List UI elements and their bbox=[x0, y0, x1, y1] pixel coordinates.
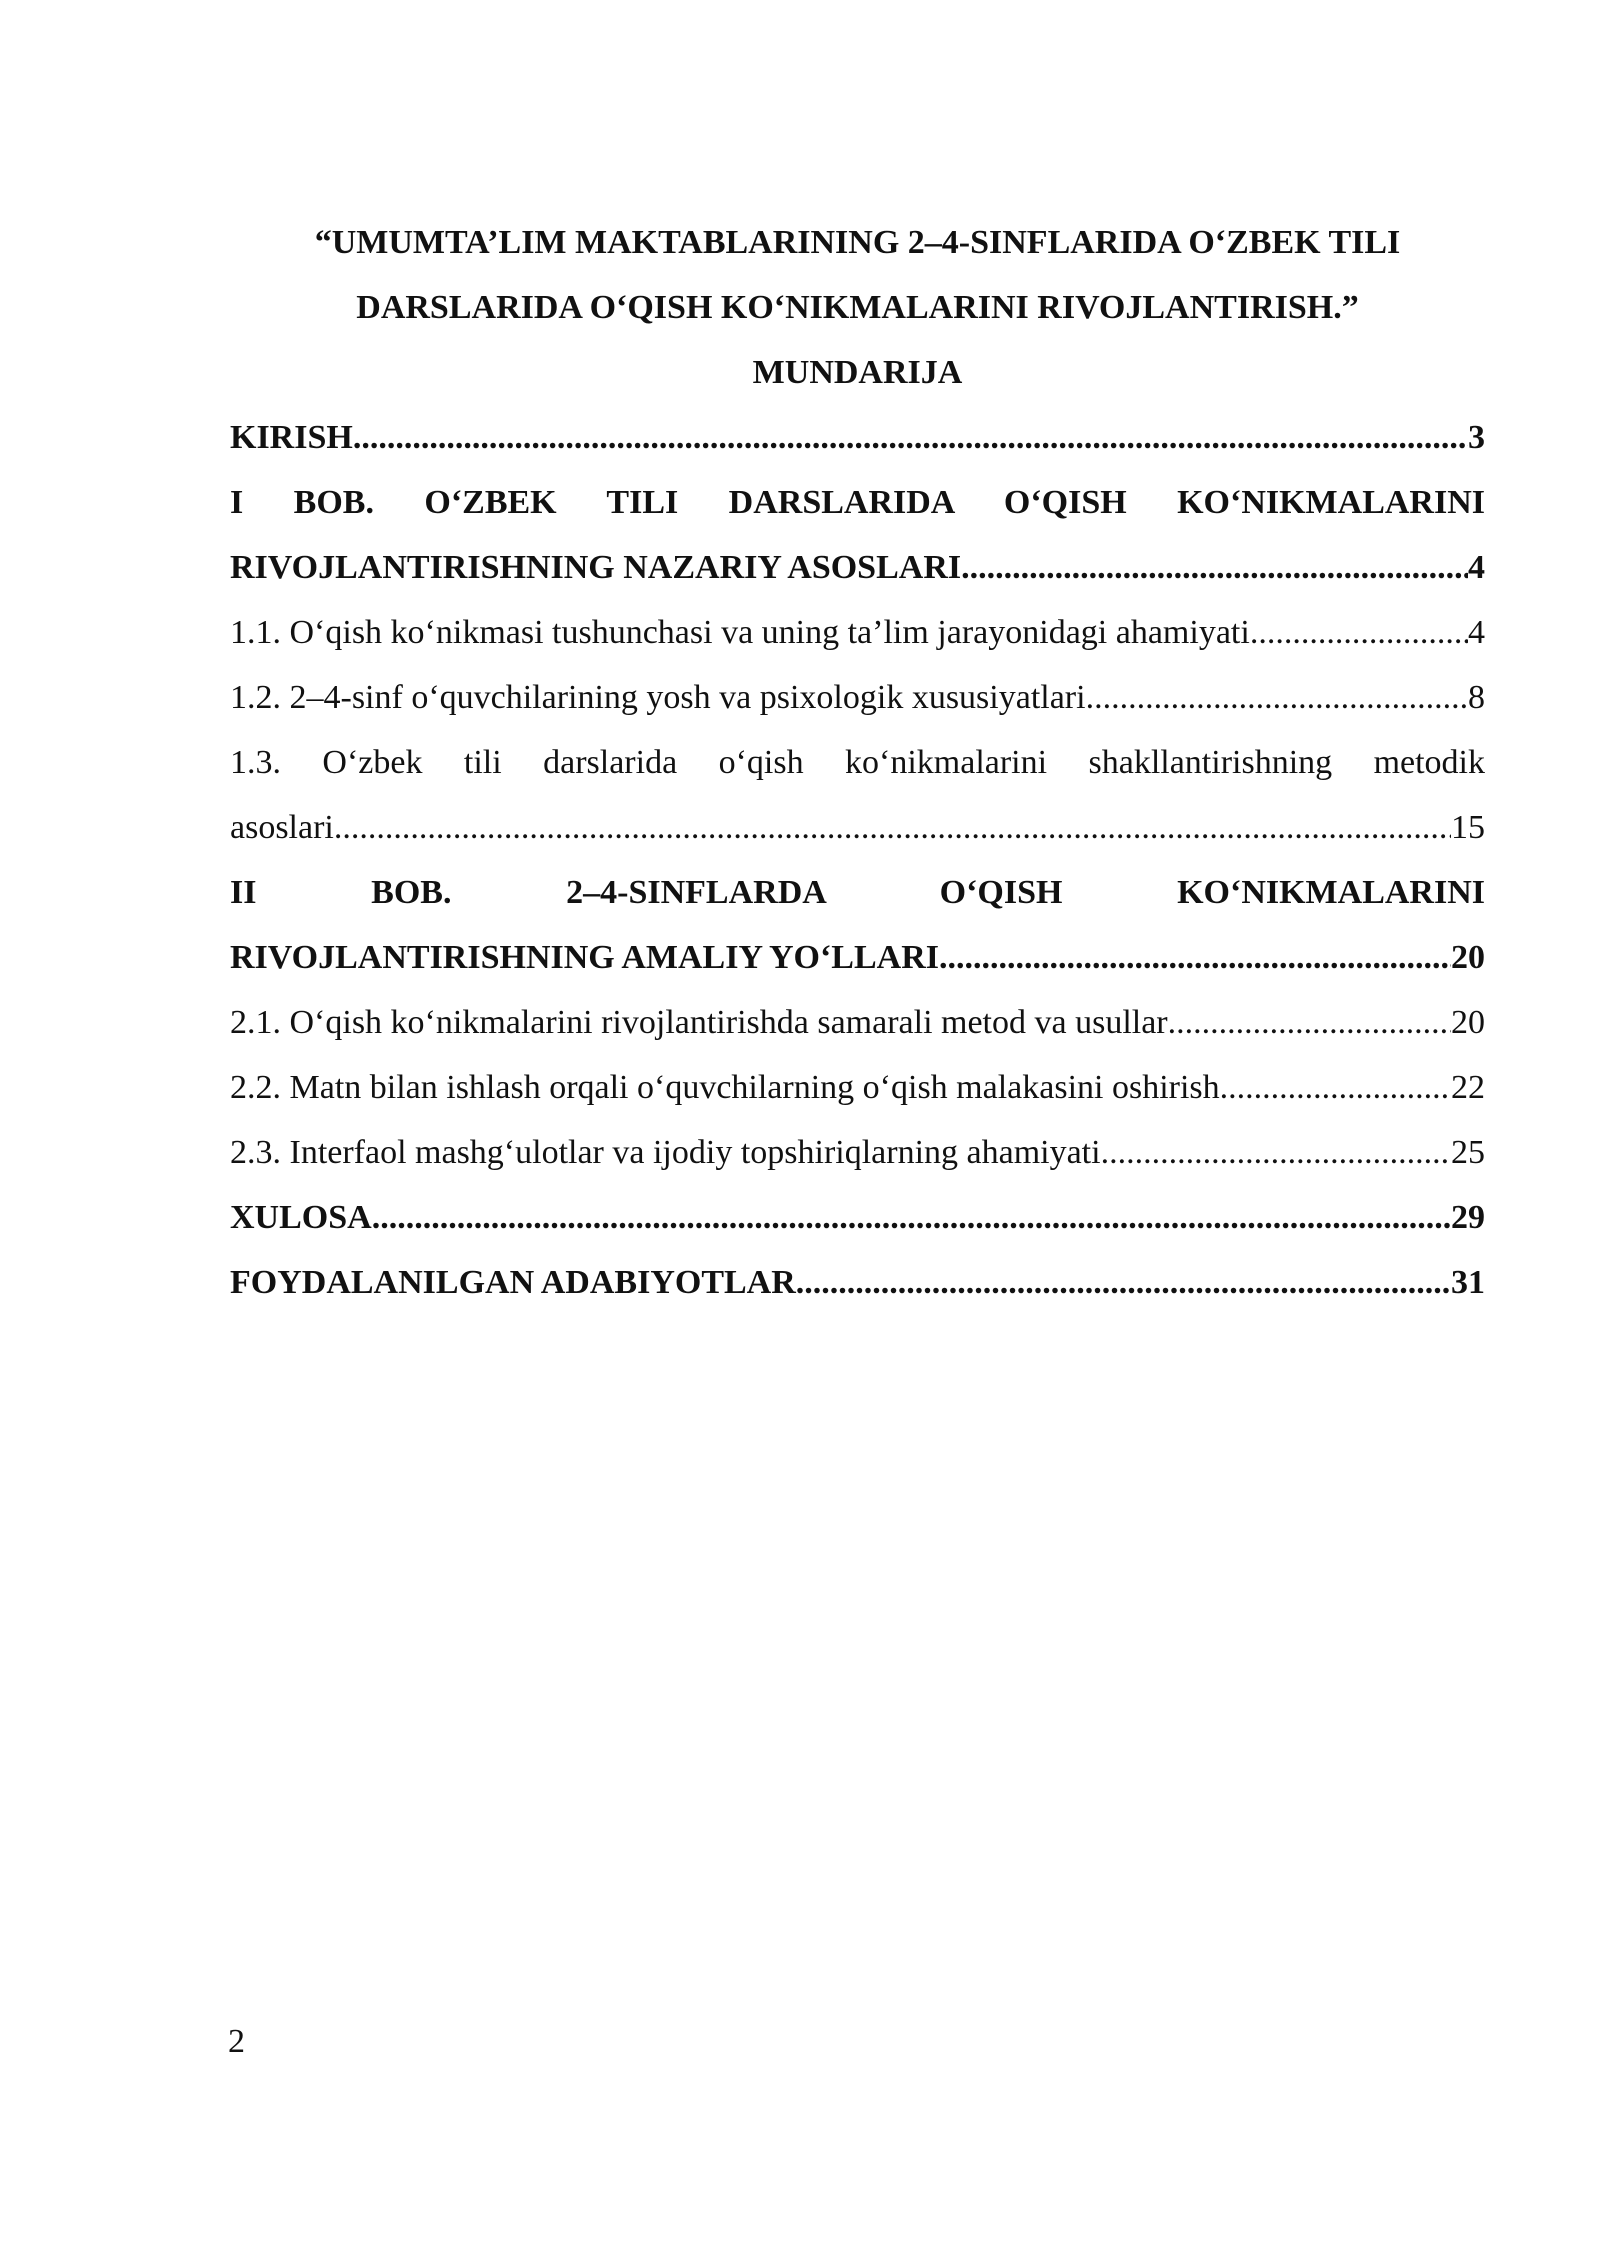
toc-entry-label: 2.1. O‘qish ko‘nikmalarini rivojlantirishda samarali metod va usullar bbox=[230, 1004, 1168, 1041]
toc-entry-2-2 bbox=[230, 1055, 1485, 1120]
toc-leader-dots bbox=[334, 795, 1451, 860]
toc-entry-label: 2.3. Interfaol mashg‘ulotlar va ijodiy topshiriqlarning ahamiyati bbox=[230, 1134, 1101, 1171]
toc-leader-dots bbox=[353, 405, 1468, 470]
toc-entry-1-3-line1: 1.3. O‘zbek tili darslarida o‘qish ko‘nikmalarini shakllantirishning metodik bbox=[230, 744, 1485, 781]
toc-leader-dots bbox=[1250, 600, 1468, 665]
toc-leader-dots bbox=[1101, 1120, 1451, 1185]
toc-leader-dots bbox=[1220, 1055, 1451, 1120]
toc-entry-chapter1-line1: I BOB. O‘ZBEK TILI DARSLARIDA O‘QISH KO‘NIKMALARINI bbox=[230, 484, 1485, 521]
toc-entry-chapter1 bbox=[230, 535, 1485, 600]
toc-leader-dots bbox=[939, 925, 1451, 990]
toc-leader-dots bbox=[961, 535, 1468, 600]
toc-entry-page: 25 bbox=[1451, 1134, 1485, 1171]
toc-entry-chapter2-line1: II BOB. 2–4-SINFLARDA O‘QISH KO‘NIKMALARINI bbox=[230, 874, 1485, 911]
toc-leader-dots bbox=[372, 1185, 1451, 1250]
toc-entry-page: 20 bbox=[1451, 939, 1485, 976]
document-title-line-2: DARSLARIDA O‘QISH KO‘NIKMALARINI RIVOJLANTIRISH.” bbox=[356, 289, 1359, 326]
document-page bbox=[230, 210, 1485, 1315]
toc-entry-page: 4 bbox=[1468, 549, 1485, 586]
toc-entry-page: 20 bbox=[1451, 1004, 1485, 1041]
toc-entry-page: 15 bbox=[1451, 809, 1485, 846]
toc-entry-1-3 bbox=[230, 795, 1485, 860]
toc-leader-dots bbox=[1168, 990, 1451, 1055]
toc-entry-label: XULOSA bbox=[230, 1199, 372, 1236]
toc-entry-2-1 bbox=[230, 990, 1485, 1055]
toc-entry-xulosa bbox=[230, 1185, 1485, 1250]
toc-entry-page: 4 bbox=[1468, 614, 1485, 651]
toc-entry-page: 3 bbox=[1468, 419, 1485, 456]
document-title-line-1: “UMUMTA’LIM MAKTABLARINING 2–4-SINFLARIDA O‘ZBEK TILI bbox=[314, 224, 1401, 261]
contents-heading: MUNDARIJA bbox=[752, 354, 963, 391]
toc-entry-chapter2 bbox=[230, 925, 1485, 990]
toc-entry-label: KIRISH bbox=[230, 419, 353, 456]
toc-entry-adabiyotlar bbox=[230, 1250, 1485, 1315]
toc-entry-2-3 bbox=[230, 1120, 1485, 1185]
toc-entry-label: 1.2. 2–4-sinf o‘quvchilarining yosh va psixologik xususiyatlari bbox=[230, 679, 1086, 716]
toc-entry-label: RIVOJLANTIRISHNING AMALIY YO‘LLARI bbox=[230, 939, 940, 976]
toc-entry-page: 8 bbox=[1468, 679, 1485, 716]
toc-entry-label: FOYDALANILGAN ADABIYOTLAR bbox=[230, 1264, 796, 1301]
toc-entry-label: RIVOJLANTIRISHNING NAZARIY ASOSLARI bbox=[230, 549, 962, 586]
toc-leader-dots bbox=[1086, 665, 1468, 730]
toc-entry-1-2 bbox=[230, 665, 1485, 730]
page-number: 2 bbox=[228, 2023, 245, 2060]
toc-entry-label: 2.2. Matn bilan ishlash orqali o‘quvchilarning o‘qish malakasini oshirish bbox=[230, 1069, 1220, 1106]
toc-entry-kirish bbox=[230, 405, 1485, 470]
toc-entry-label: asoslari bbox=[230, 809, 334, 846]
toc-entry-page: 29 bbox=[1451, 1199, 1485, 1236]
toc-entry-page: 31 bbox=[1451, 1264, 1485, 1301]
toc-entry-label: 1.1. O‘qish ko‘nikmasi tushunchasi va uning ta’lim jarayonidagi ahamiyati bbox=[230, 614, 1250, 651]
toc-entry-1-1 bbox=[230, 600, 1485, 665]
toc-leader-dots bbox=[796, 1250, 1451, 1315]
toc-entry-page: 22 bbox=[1451, 1069, 1485, 1106]
